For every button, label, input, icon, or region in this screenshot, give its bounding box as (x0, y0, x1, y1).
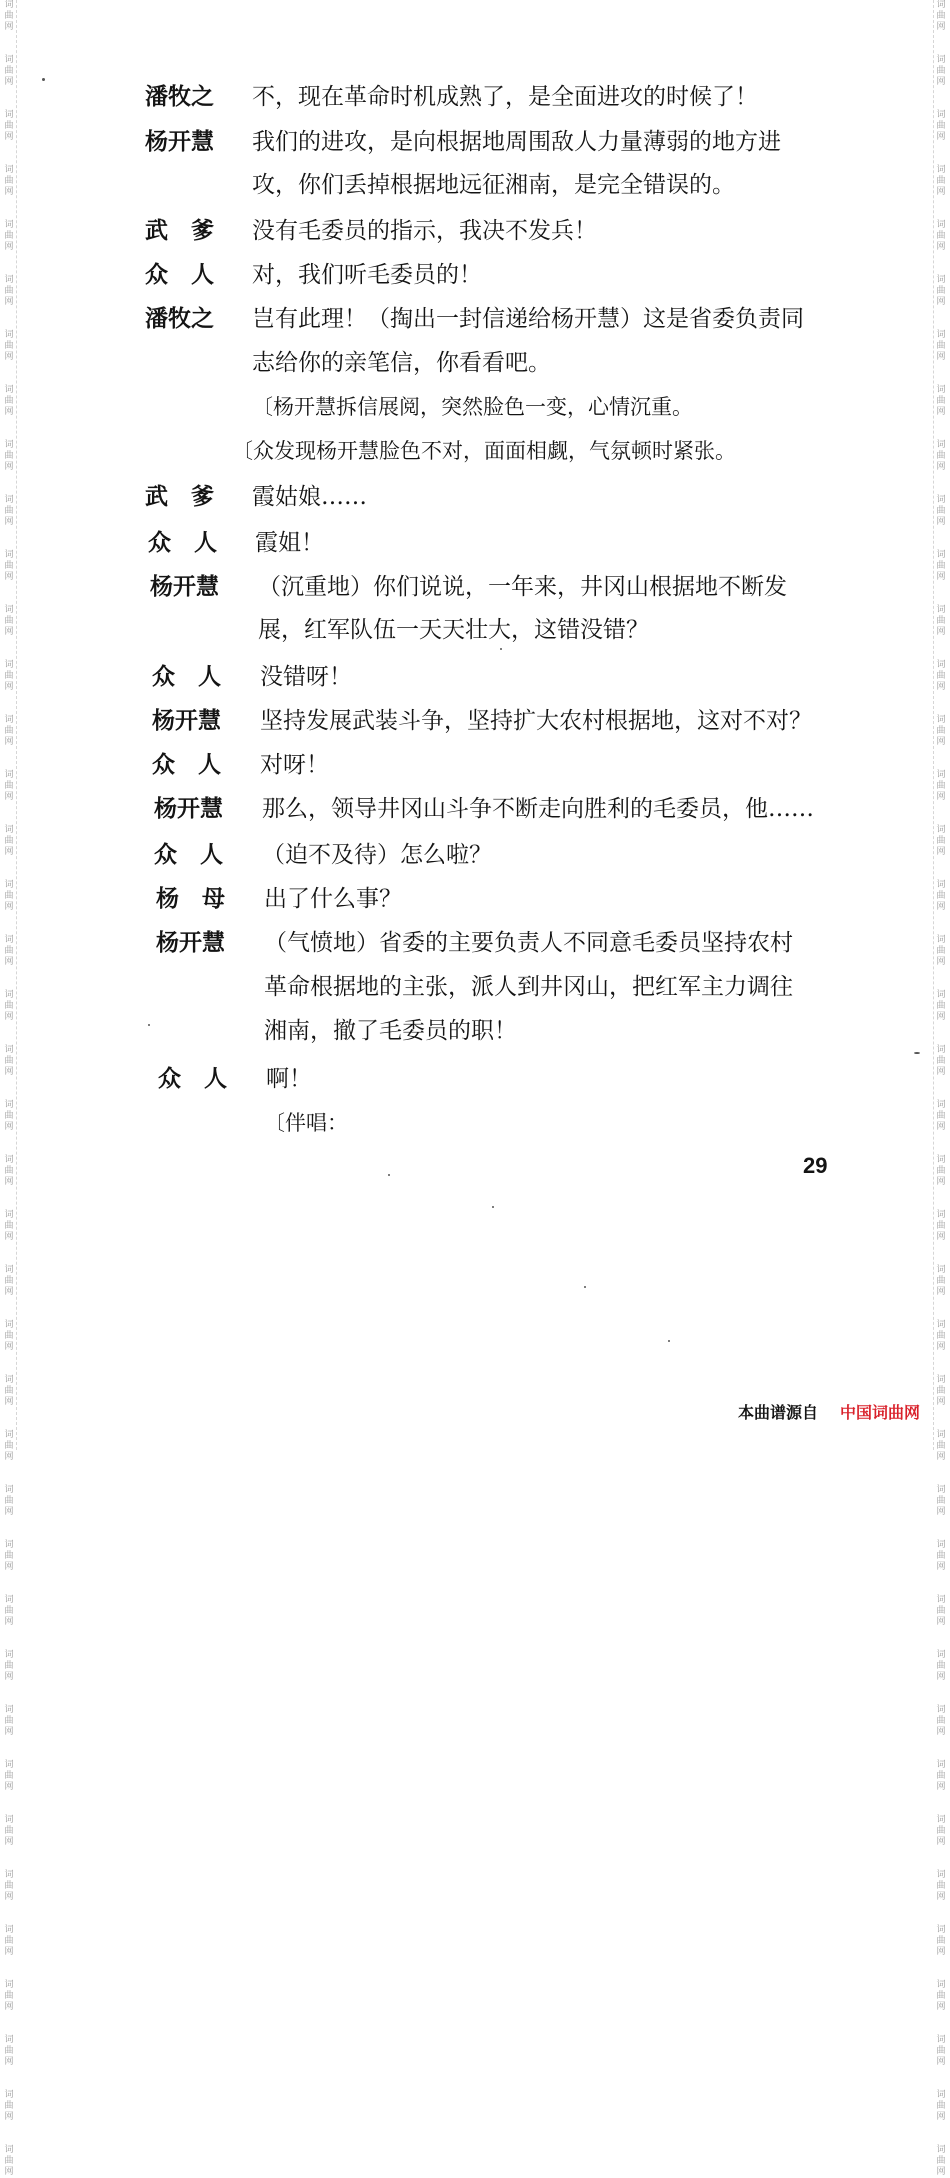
page-number: 29 (803, 1153, 828, 1178)
speaker-name: 众 人 (152, 752, 221, 778)
dialogue-line: 攻，你们丢掉根据地远征湘南，是完全错误的。 (252, 172, 735, 198)
dialogue-line: 啊！ (266, 1066, 312, 1092)
dialogue-line: 那么，领导井冈山斗争不断走向胜利的毛委员，他…… (262, 796, 814, 822)
scan-speck (492, 1206, 494, 1208)
scan-speck (388, 1174, 390, 1176)
speaker-name: 众 人 (158, 1066, 227, 1092)
speaker-name: 杨 母 (156, 886, 225, 912)
scan-speck (584, 1286, 586, 1288)
speaker-name: 杨开慧 (152, 708, 221, 734)
scan-speck (668, 1340, 670, 1342)
dialogue-line: 我们的进攻，是向根据地周围敌人力量薄弱的地方进 (252, 129, 781, 155)
speaker-name: 杨开慧 (154, 796, 223, 822)
dialogue-line: 没错呀！ (260, 664, 352, 690)
source-footer (738, 1400, 920, 1423)
dialogue-line: 湘南，撤了毛委员的职！ (264, 1018, 517, 1044)
dialogue-line: （气愤地）省委的主要负责人不同意毛委员坚持农村 (264, 930, 793, 956)
dialogue-line: （迫不及待）怎么啦？ (262, 842, 492, 868)
dialogue-line: 展，红军队伍一天天壮大，这错没错？ (258, 617, 649, 643)
scan-speck (914, 1052, 920, 1054)
dialogue-line: 革命根据地的主张，派人到井冈山，把红军主力调往 (264, 974, 793, 1000)
dialogue-line: 岂有此理！（掏出一封信递给杨开慧）这是省委负责同 (252, 306, 804, 332)
dialogue-line: 志给你的亲笔信，你看看吧。 (252, 350, 551, 376)
speaker-name: 杨开慧 (156, 930, 225, 956)
dialogue-line: 不，现在革命时机成熟了，是全面进攻的时候了！ (252, 84, 758, 110)
dialogue-line: 对，我们听毛委员的！ (252, 262, 482, 288)
stage-direction: 〔伴唱： (264, 1111, 348, 1135)
stage-direction: 〔众发现杨开慧脸色不对，面面相觑，气氛顿时紧张。 (232, 439, 736, 463)
scan-speck (500, 648, 502, 650)
speaker-name: 武 爹 (145, 484, 214, 510)
source-label: 本曲谱源自 (737, 1403, 818, 1422)
speaker-name: 众 人 (145, 262, 214, 288)
scan-speck (42, 78, 45, 81)
scan-speck (148, 1024, 150, 1026)
speaker-name: 武 爹 (145, 218, 214, 244)
dialogue-line: 对呀！ (260, 752, 329, 778)
speaker-name: 杨开慧 (145, 129, 214, 155)
speaker-name: 潘牧之 (145, 84, 214, 110)
speaker-name: 众 人 (154, 842, 223, 868)
speaker-name: 众 人 (152, 664, 221, 690)
dialogue-line: 坚持发展武装斗争，坚持扩大农村根据地，这对不对？ (260, 708, 812, 734)
dialogue-line: 霞姐！ (255, 530, 324, 556)
site-name[interactable]: 中国词曲网 (839, 1403, 920, 1422)
right-watermark-strip: 词 曲 网 词 曲 网 词 曲 网 词 曲 网 词 曲 网 词 曲 网 词 曲 网 词 曲 网 词 曲 网 词 曲 网 词 曲 网 词 曲 网 词 曲 网 词 曲 网 词 曲 网 词 曲 网 词 曲 网 词 曲 网 词 曲 网 词 曲 网 词 曲 网 词 曲 网 词 曲 网 词 曲 网 词 曲 网 词 曲 网 词 曲 网 词 曲 网 词 曲 网 词 曲 网 词 曲 网 词 曲 网 词 曲 网 词 曲 网 词 曲 网 词 曲 网 词 曲 网 词 曲 网 词 曲 网 词 曲 网 (933, 0, 948, 1450)
speaker-name: 众 人 (148, 530, 217, 556)
stage-direction: 〔杨开慧拆信展阅，突然脸色一变，心情沉重。 (252, 395, 693, 419)
speaker-name: 杨开慧 (150, 574, 219, 600)
dialogue-line: 没有毛委员的指示，我决不发兵！ (252, 218, 597, 244)
dialogue-line: （沉重地）你们说说，一年来，井冈山根据地不断发 (258, 574, 787, 600)
dialogue-line: 霞姑娘…… (252, 484, 367, 510)
dialogue-line: 出了什么事？ (264, 886, 402, 912)
speaker-name: 潘牧之 (145, 306, 214, 332)
left-watermark-strip: 词 曲 网 词 曲 网 词 曲 网 词 曲 网 词 曲 网 词 曲 网 词 曲 网 词 曲 网 词 曲 网 词 曲 网 词 曲 网 词 曲 网 词 曲 网 词 曲 网 词 曲 网 词 曲 网 词 曲 网 词 曲 网 词 曲 网 词 曲 网 词 曲 网 词 曲 网 词 曲 网 词 曲 网 词 曲 网 词 曲 网 词 曲 网 词 曲 网 词 曲 网 词 曲 网 词 曲 网 词 曲 网 词 曲 网 词 曲 网 词 曲 网 词 曲 网 词 曲 网 词 曲 网 词 曲 网 词 曲 网 (2, 0, 17, 1450)
